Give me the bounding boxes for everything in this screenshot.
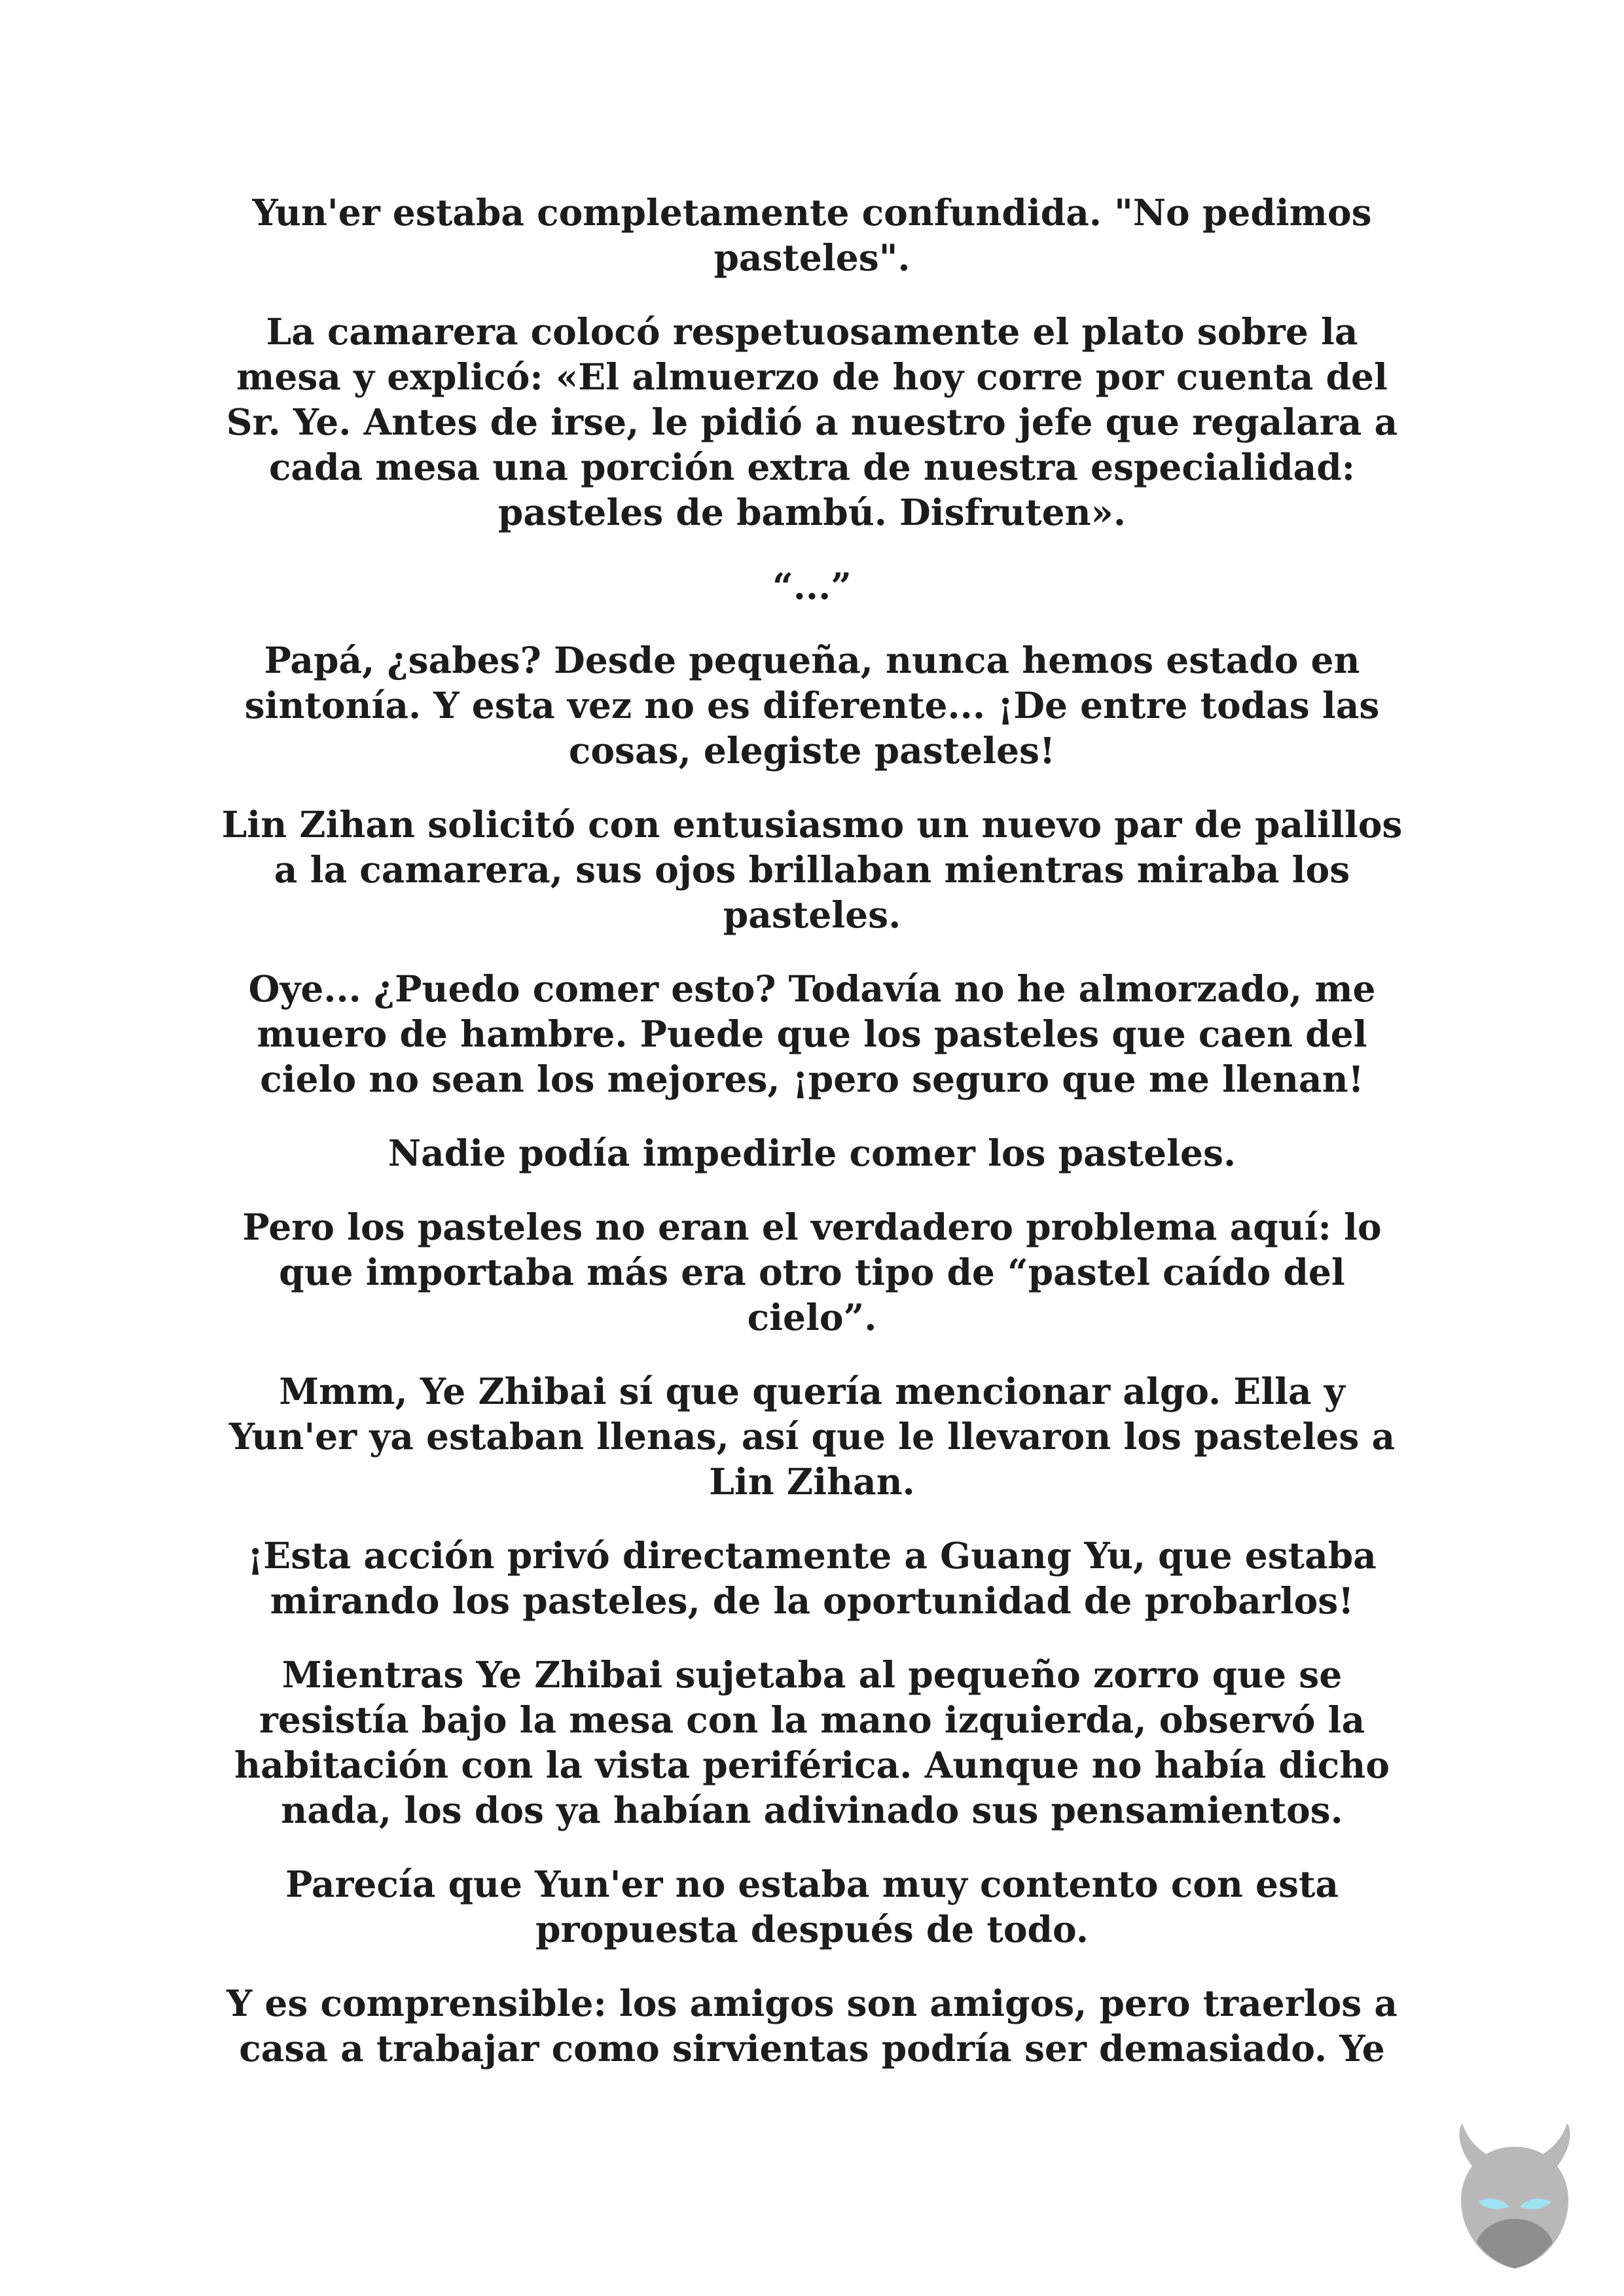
paragraph: Oye... ¿Puedo comer esto? Todavía no he almorzado, me muero de hambre. Puede que los pasteles que caen del cielo no sean los mejores, ¡pero seguro que me llenan! — [248, 967, 1376, 1100]
paragraph: Y es comprensible: los amigos son amigos, pero traerlos a casa a trabajar como sirvientas podría ser demasiado. Ye — [226, 1982, 1398, 2070]
paragraph: Parecía que Yun'er no estaba muy contento con esta propuesta después de todo. — [285, 1863, 1339, 1950]
paragraph: Pero los pasteles no eran el verdadero problema aquí: lo que importaba más era otro tipo de “pastel caído del cielo”. — [242, 1206, 1382, 1338]
paragraph: Nadie podía impedirle comer los pasteles. — [388, 1132, 1236, 1174]
demon-head-logo-icon — [1437, 2121, 1592, 2275]
paragraph: Yun'er estaba completamente confundida. "No pedimos pasteles". — [252, 191, 1372, 279]
paragraph: Mmm, Ye Zhibai sí que quería mencionar algo. Ella y Yun'er ya estaban llenas, así que le llevaron los pasteles a Lin Zihan. — [228, 1370, 1396, 1503]
paragraph: “...” — [772, 565, 852, 607]
paragraph: ¡Esta acción privó directamente a Guang Yu, que estaba mirando los pasteles, de la oportunidad de probarlos! — [247, 1534, 1377, 1622]
paragraph: Mientras Ye Zhibai sujetaba al pequeño zorro que se resistía bajo la mesa con la mano izquierda, observó la habitación con la vista periférica. Aunque no había dicho nada, los dos ya habían adivinado sus pensamientos. — [234, 1653, 1390, 1831]
paragraph: Papá, ¿sabes? Desde pequeña, nunca hemos estado en sintonía. Y esta vez no es diferente... ¡De entre todas las cosas, elegiste pasteles! — [244, 639, 1380, 772]
document-body — [216, 190, 1408, 2100]
paragraph: La camarera colocó respetuosamente el plato sobre la mesa y explicó: «El almuerzo de hoy corre por cuenta del Sr. Ye. Antes de irse, le pidió a nuestro jefe que regalara a cada mesa una porción extra de nuestra especialidad: pasteles de bambú. Disfruten». — [226, 310, 1398, 533]
demon-head-logo-icon — [1437, 2121, 1592, 2275]
paragraph: Lin Zihan solicitó con entusiasmo un nuevo par de palillos a la camarera, sus ojos brillaban mientras miraba los pasteles. — [221, 803, 1403, 936]
